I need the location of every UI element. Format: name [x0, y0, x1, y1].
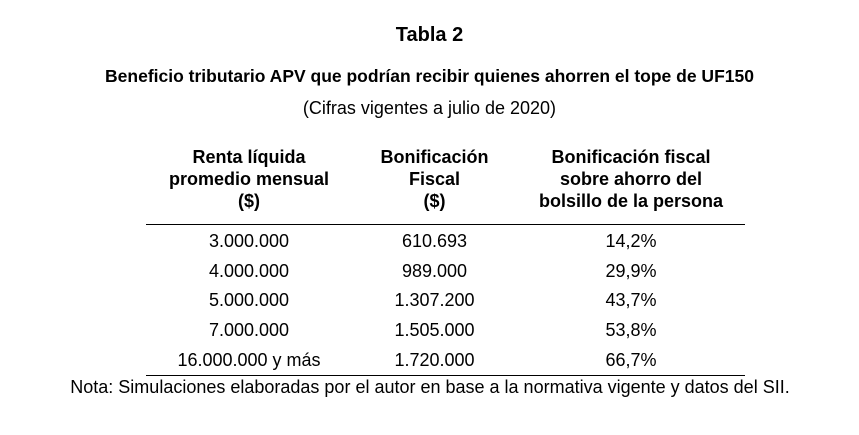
- cell-bonificacion: 1.307.200: [394, 290, 475, 311]
- header-line: sobre ahorro del: [559, 169, 703, 189]
- cell-bonificacion: 1.505.000: [394, 320, 475, 341]
- cell-bonificacion: 989.000: [401, 260, 468, 281]
- header-line: promedio mensual: [168, 169, 330, 189]
- cell-renta: 3.000.000: [208, 231, 290, 252]
- header-line: bolsillo de la persona: [538, 191, 724, 211]
- cell-renta: 4.000.000: [208, 260, 290, 281]
- table-note: Nota: Simulaciones elaboradas por el autor en base a la normativa vigente y datos del SII.: [70, 377, 790, 397]
- header-bonificacion-sobre-ahorro: [517, 146, 745, 224]
- data-table: [146, 146, 745, 376]
- header-line: Bonificación fiscal: [551, 147, 711, 167]
- header-bonificacion-fiscal: [352, 146, 517, 224]
- cell-renta: 7.000.000: [208, 320, 290, 341]
- table-subtitle: Beneficio tributario APV que podrían recibir quienes ahorren el tope de UF150: [105, 66, 754, 86]
- table-title: Tabla 2: [395, 24, 464, 46]
- table-row: [146, 227, 745, 257]
- table-row: [146, 286, 745, 316]
- cell-bonificacion: 610.693: [401, 231, 468, 252]
- cell-porcentaje: 29,9%: [605, 260, 657, 281]
- cell-renta: 16.000.000 y más: [177, 349, 321, 370]
- header-line: ($): [423, 191, 446, 211]
- header-line: Renta líquida: [192, 147, 306, 167]
- header-line: Bonificación: [380, 147, 489, 167]
- table-row: [146, 345, 745, 375]
- header-renta-liquida: [146, 146, 352, 224]
- cell-bonificacion: 1.720.000: [394, 349, 475, 370]
- cell-porcentaje: 66,7%: [605, 349, 657, 370]
- cell-porcentaje: 14,2%: [605, 231, 657, 252]
- cell-porcentaje: 53,8%: [605, 320, 657, 341]
- table-body: [146, 227, 745, 376]
- table-row: [146, 257, 745, 287]
- header-line: Fiscal: [408, 169, 461, 189]
- table-header: [146, 146, 745, 225]
- table-caption: (Cifras vigentes a julio de 2020): [302, 98, 557, 118]
- cell-porcentaje: 43,7%: [605, 290, 657, 311]
- header-line: ($): [238, 191, 260, 211]
- cell-renta: 5.000.000: [208, 290, 290, 311]
- table-row: [146, 316, 745, 346]
